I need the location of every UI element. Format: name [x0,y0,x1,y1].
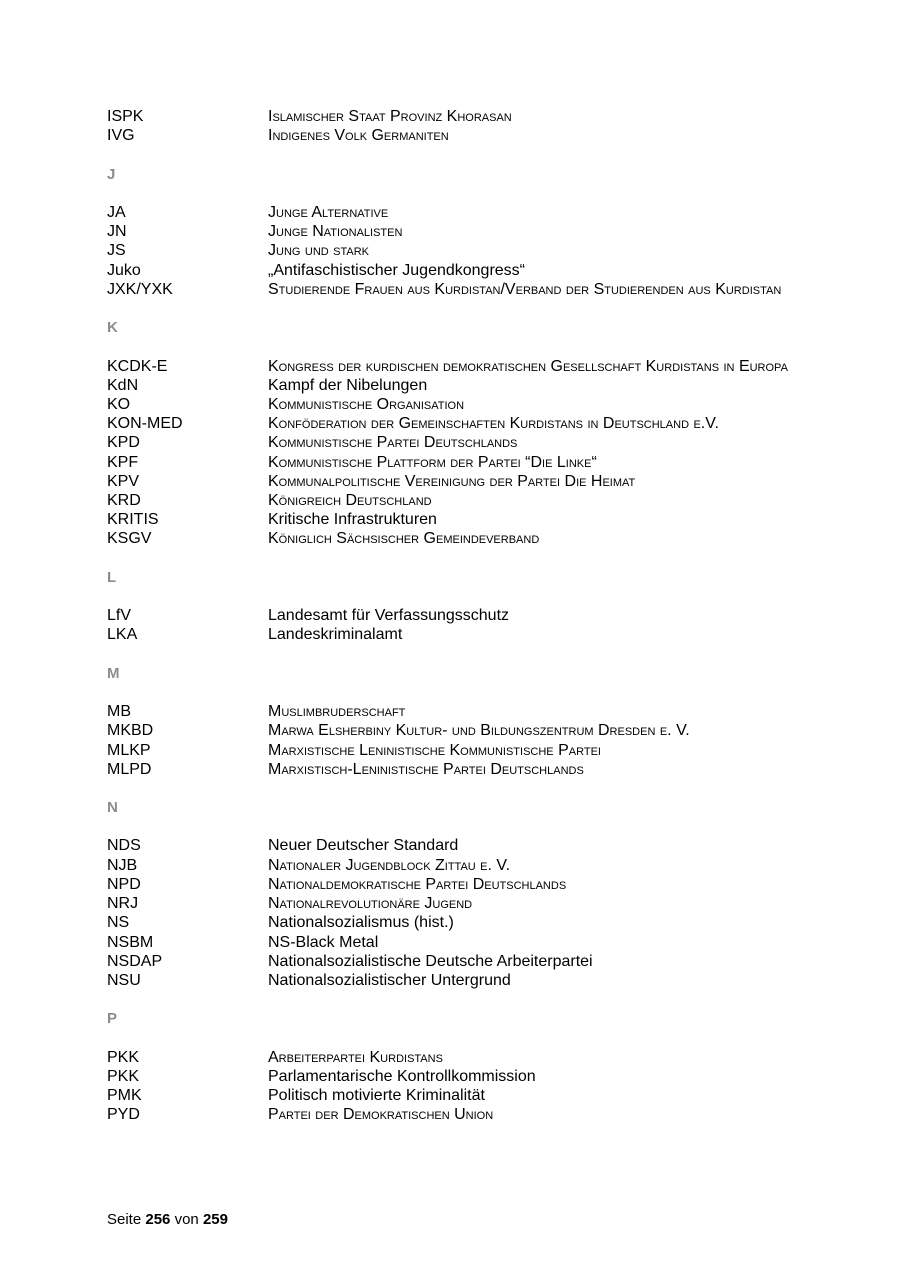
abbreviation: KO [107,395,131,413]
abbreviation-entry [107,1067,807,1086]
definition: Nationalsozialistischer Untergrund [268,971,511,989]
section-n [107,798,807,990]
definition: Marxistische Leninistische Kommunistische Partei [268,741,601,759]
abbreviation: PKK [107,1048,140,1066]
definition: Parlamentarische Kontrollkommission [268,1067,536,1085]
section-letter-heading: M [107,664,120,682]
abbreviation-entry [107,836,807,855]
abbreviation: KPD [107,434,140,452]
abbreviation: KPV [107,472,140,490]
abbreviation-entry [107,933,807,952]
abbreviation-list [107,107,807,1124]
definition: Landeskriminalamt [268,626,403,644]
section-p [107,1009,807,1124]
definition: Studierende Frauen aus Kurdistan/Verband der Studierenden aus Kurdistan [268,280,782,298]
abbreviation-entry [107,491,807,510]
abbreviation-entry [107,222,807,241]
abbreviation-entry [107,702,807,721]
abbreviation-entry [107,414,807,433]
abbreviation: PMK [107,1087,142,1105]
definition: Marxistisch-Leninistische Partei Deutschlands [268,760,584,778]
abbreviation-entry [107,203,807,222]
definition: Kommunalpolitische Vereinigung der Partei Die Heimat [268,472,636,490]
section-m [107,664,807,779]
total-page-number: 259 [202,1211,228,1228]
abbreviation: ISPK [107,108,144,125]
footer-separator: von [174,1211,199,1228]
abbreviation: JN [107,223,127,241]
abbreviation-entry [107,376,807,395]
section-letter-heading: P [107,1010,118,1028]
definition: Jung und stark [268,242,370,260]
definition: „Antifaschistischer Jugendkongress“ [268,261,526,279]
abbreviation: MKBD [107,722,154,740]
abbreviation: KSGV [107,530,152,548]
definition: Marwa Elsherbiny Kultur- und Bildungszentrum Dresden e. V. [268,722,690,740]
definition: Kritische Infrastrukturen [268,511,437,529]
abbreviation-entry [107,126,807,145]
abbreviation-entry [107,510,807,529]
section-k [107,318,807,548]
abbreviation: NJB [107,856,138,874]
abbreviation-entry [107,453,807,472]
abbreviation-entry [107,1048,807,1067]
abbreviation: NSU [107,971,141,989]
section-continued [107,107,807,145]
abbreviation: LfV [107,607,132,625]
definition: Kommunistische Plattform der Partei “Die Linke“ [268,453,597,471]
page-footer [107,1211,228,1228]
abbreviation: NRJ [107,895,139,913]
definition: Konföderation der Gemeinschaften Kurdistans in Deutschland e.V. [268,415,719,433]
abbreviation-entry [107,529,807,548]
abbreviation-entry [107,971,807,990]
definition: Landesamt für Verfassungsschutz [268,607,510,625]
abbreviation: KdN [107,376,139,394]
current-page-number: 256 [145,1211,171,1228]
abbreviation-entry [107,625,807,644]
section-j [107,165,807,299]
section-l [107,568,807,645]
definition: Kommunistische Organisation [268,395,465,413]
abbreviation: JS [107,242,126,260]
abbreviation-entry [107,280,807,299]
abbreviation: IVG [107,127,135,145]
section-letter-heading: J [107,165,116,183]
definition: Partei der Demokratischen Union [268,1106,494,1124]
abbreviation-entry [107,241,807,260]
definition: Kampf der Nibelungen [268,376,428,394]
abbreviation-entry [107,395,807,414]
abbreviation: Juko [107,261,141,279]
definition: Politisch motivierte Kriminalität [268,1087,485,1105]
abbreviation-entry [107,760,807,779]
definition: Kommunistische Partei Deutschlands [268,434,518,452]
abbreviation: NPD [107,875,141,893]
definition: Königreich Deutschland [268,491,432,509]
definition: Muslimbruderschaft [268,703,406,721]
abbreviation-entry [107,357,807,376]
abbreviation: PKK [107,1067,140,1085]
abbreviation: NS [107,914,130,932]
abbreviation-entry [107,1086,807,1105]
abbreviation: JXK/YXK [107,280,173,298]
abbreviation-entry [107,856,807,875]
definition: NS-Black Metal [268,933,379,951]
abbreviation: LKA [107,626,138,644]
abbreviation: NSBM [107,933,154,951]
definition: Indigenes Volk Germaniten [268,127,449,145]
abbreviation: NSDAP [107,952,163,970]
abbreviation: KRITIS [107,511,159,529]
abbreviation-entry [107,433,807,452]
footer-prefix: Seite [107,1211,142,1228]
abbreviation: MLKP [107,741,151,759]
definition: Junge Alternative [268,203,389,221]
abbreviation-entry [107,472,807,491]
definition: Nationalsozialismus (hist.) [268,914,454,932]
abbreviation-entry [107,913,807,932]
definition: Islamischer Staat Provinz Khorasan [268,108,512,125]
abbreviation: MB [107,703,131,721]
definition: Arbeiterpartei Kurdistans [268,1048,443,1066]
abbreviation: KRD [107,491,141,509]
definition: Nationaler Jugendblock Zittau e. V. [268,856,511,874]
abbreviation: KPF [107,453,139,471]
definition: Junge Nationalisten [268,223,403,241]
definition: Neuer Deutscher Standard [268,837,459,855]
abbreviation-entry [107,952,807,971]
abbreviation: KCDK-E [107,357,168,375]
abbreviation-entry [107,875,807,894]
definition: Nationalsozialistische Deutsche Arbeiterpartei [268,952,593,970]
abbreviation: MLPD [107,760,152,778]
definition: Königlich Sächsischer Gemeindeverband [268,530,540,548]
abbreviation-entry [107,606,807,625]
abbreviation-entry [107,107,807,126]
abbreviation-entry [107,721,807,740]
definition: Nationaldemokratische Partei Deutschlands [268,875,567,893]
section-letter-heading: K [107,319,118,337]
abbreviation: KON-MED [107,415,183,433]
abbreviation-entry [107,741,807,760]
section-letter-heading: L [107,568,117,586]
abbreviation: PYD [107,1106,140,1124]
abbreviation: JA [107,203,126,221]
abbreviation-entry [107,261,807,280]
abbreviation: NDS [107,837,141,855]
definition: Kongress der kurdischen demokratischen Gesellschaft Kurdistans in Europa [268,357,788,375]
abbreviation-entry [107,894,807,913]
section-letter-heading: N [107,799,118,817]
abbreviation-entry [107,1105,807,1124]
definition: Nationalrevolutionäre Jugend [268,895,473,913]
